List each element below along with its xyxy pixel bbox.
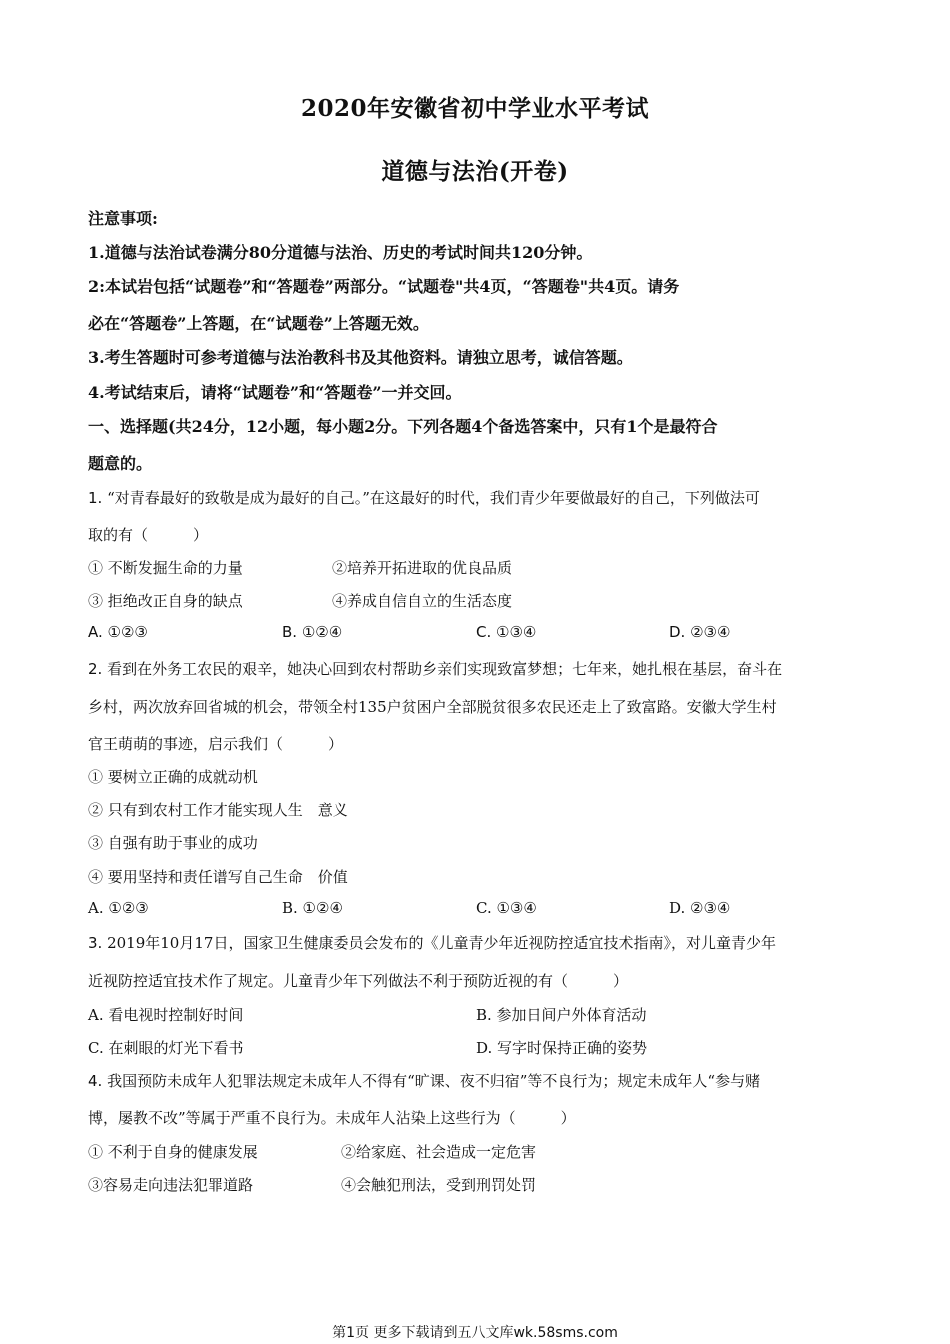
q2-option-a: A. ①②③	[88, 899, 149, 917]
exam-subtitle: 道德与法治(开卷)	[381, 158, 569, 185]
q2-option-d: D. ②③④	[669, 899, 731, 917]
notice-item-3: 3.考生答题时可参考道德与法治教科书及其他资料。请独立思考，诚信答题。	[88, 348, 633, 367]
q1-statement-1: ① 不断发掘生命的力量	[88, 559, 243, 577]
question-1	[88, 487, 760, 508]
notice-item-1: 1.道德与法治试卷满分80分道德与法治、历史的考试时间共120分钟。	[88, 243, 593, 262]
question-4-stem: 我国预防未成年人犯罪法规定未成年人不得有“旷课、夜不归宿”等不良行为；规定未成年人“参与赌	[107, 1072, 761, 1090]
question-1-number: 1.	[88, 489, 103, 507]
notice-item-2: 2:本试岩包括“试题卷”和“答题卷”两部分。“试题卷"共4页，“答题卷"共4页。请务	[88, 277, 680, 296]
q3-option-b: B. 参加日间户外体育活动	[476, 1006, 647, 1024]
q2-option-c: C. ①③④	[476, 899, 537, 917]
notice-item-2-cont: 必在“答题卷”上答题，在“试题卷”上答题无效。	[88, 314, 429, 333]
question-3-stem-cont: 近视防控适宜技术作了规定。儿童青少年下列做法不利于预防近视的有（ ）	[88, 972, 629, 990]
q1-statement-4: ④养成自信自立的生活态度	[332, 592, 513, 610]
q3-option-d: D. 写字时保持正确的姿势	[476, 1039, 648, 1057]
q1-statement-2: ②培养开拓进取的优良品质	[332, 559, 513, 577]
q1-option-c: C. ①③④	[476, 623, 537, 641]
question-4-stem-cont: 博，屡教不改”等属于严重不良行为。未成年人沾染上这些行为（ ）	[88, 1109, 576, 1127]
q2-option-b: B. ①②④	[282, 899, 343, 917]
q4-statement-2: ②给家庭、社会造成一定危害	[341, 1143, 537, 1161]
q4-statement-4: ④会触犯刑法，受到刑罚处罚	[341, 1176, 537, 1194]
question-3	[88, 932, 776, 953]
question-2-stem: 看到在外务工农民的艰辛，她决心回到农村帮助乡亲们实现致富梦想；七年来，她扎根在基层，奋斗在	[107, 660, 783, 678]
section-heading: 一、选择题(共24分，12小题，每小题2分。下列各题4个备选答案中，只有1个是最符合	[88, 417, 718, 436]
section-heading-cont: 题意的。	[88, 454, 153, 473]
q4-statement-1: ① 不利于自身的健康发展	[88, 1143, 258, 1161]
q3-option-a: A. 看电视时控制好时间	[88, 1006, 244, 1024]
q4-statement-3: ③容易走向违法犯罪道路	[88, 1176, 254, 1194]
q1-option-d: D. ②③④	[669, 623, 731, 641]
question-2	[88, 658, 782, 679]
exam-title: 2020年安徽省初中学业水平考试	[300, 95, 649, 122]
question-3-stem: 2019年10月17日，国家卫生健康委员会发布的《儿童青少年近视防控适宜技术指南》，对儿童青少年	[107, 934, 776, 952]
q2-statement-1: ① 要树立正确的成就动机	[88, 768, 258, 786]
question-2-number: 2.	[88, 660, 103, 678]
page-footer: 第1页 更多下载请到五八文库wk.58sms.com	[332, 1325, 618, 1341]
question-4-number: 4.	[88, 1072, 103, 1090]
question-3-number: 3.	[88, 934, 103, 952]
question-1-stem-cont: 取的有（ ）	[88, 526, 209, 544]
q1-option-a: A. ①②③	[88, 623, 148, 641]
question-2-stem-cont-1: 乡村，两次放弃回省城的机会，带领全村135户贫困户全部脱贫很多农民还走上了致富路。安徽大学生村	[88, 698, 777, 716]
q2-statement-4: ④ 要用坚持和责任谱写自己生命 价值	[88, 868, 348, 886]
notice-heading: 注意事项:	[88, 209, 158, 228]
question-1-stem: “对青春最好的致敬是成为最好的自己。”在这最好的时代，我们青少年要做最好的自己，下列做法可	[107, 489, 760, 507]
q2-statement-3: ③ 自强有助于事业的成功	[88, 834, 258, 852]
q2-statement-2: ② 只有到农村工作才能实现人生 意义	[88, 801, 348, 819]
q1-option-b: B. ①②④	[282, 623, 343, 641]
question-4	[88, 1070, 760, 1091]
q3-option-c: C. 在刺眼的灯光下看书	[88, 1039, 244, 1057]
question-2-stem-cont-2: 官王萌萌的事迹，启示我们（ ）	[88, 735, 344, 753]
notice-item-4: 4.考试结束后，请将“试题卷”和“答题卷”一并交回。	[88, 383, 462, 402]
q1-statement-3: ③ 拒绝改正自身的缺点	[88, 592, 243, 610]
